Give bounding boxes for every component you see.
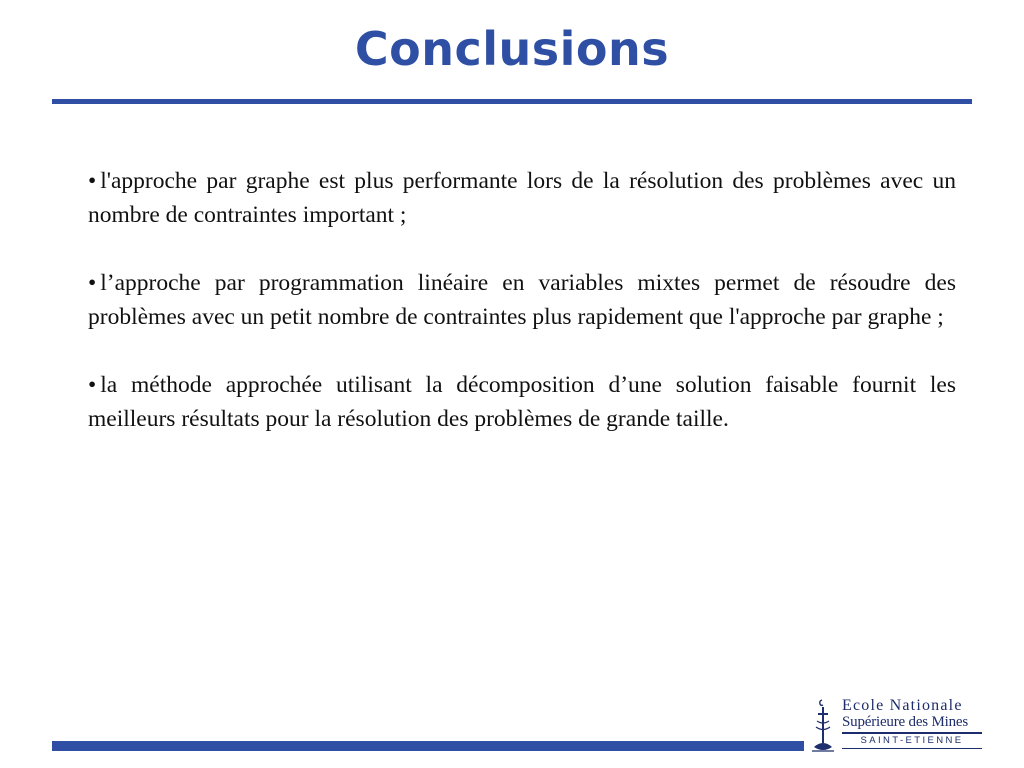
footer-bar bbox=[52, 741, 804, 751]
mines-emblem-icon bbox=[808, 697, 838, 755]
bullet-item bbox=[88, 164, 956, 232]
bullet-text: l'approche par graphe est plus performante lors de la résolution des problèmes avec un nombre de contraintes important ; bbox=[88, 168, 956, 228]
bullet-text: la méthode approchée utilisant la décomposition d’une solution faisable fournit les meilleurs résultats pour la résolution des problèmes de grande taille. bbox=[88, 372, 956, 432]
school-logo bbox=[808, 697, 988, 755]
slide-title: Conclusions bbox=[354, 22, 670, 76]
logo-divider bbox=[842, 732, 982, 734]
logo-divider-bottom bbox=[842, 748, 982, 749]
bullet-item bbox=[88, 266, 956, 334]
logo-line-2: Supérieure des Mines bbox=[842, 714, 968, 730]
bullet-list bbox=[88, 164, 956, 470]
bullet-item bbox=[88, 368, 956, 436]
logo-line-3: SAINT-ETIENNE bbox=[860, 735, 964, 746]
bullet-marker: • bbox=[88, 168, 97, 194]
bullet-marker: • bbox=[88, 372, 97, 398]
bullet-text: l’approche par programmation linéaire en variables mixtes permet de résoudre des problèmes avec un petit nombre de contraintes plus rapidement que l'approche par graphe ; bbox=[88, 270, 956, 330]
bullet-marker: • bbox=[88, 270, 97, 296]
title-divider bbox=[52, 99, 972, 104]
logo-line-1: Ecole Nationale bbox=[842, 697, 963, 714]
